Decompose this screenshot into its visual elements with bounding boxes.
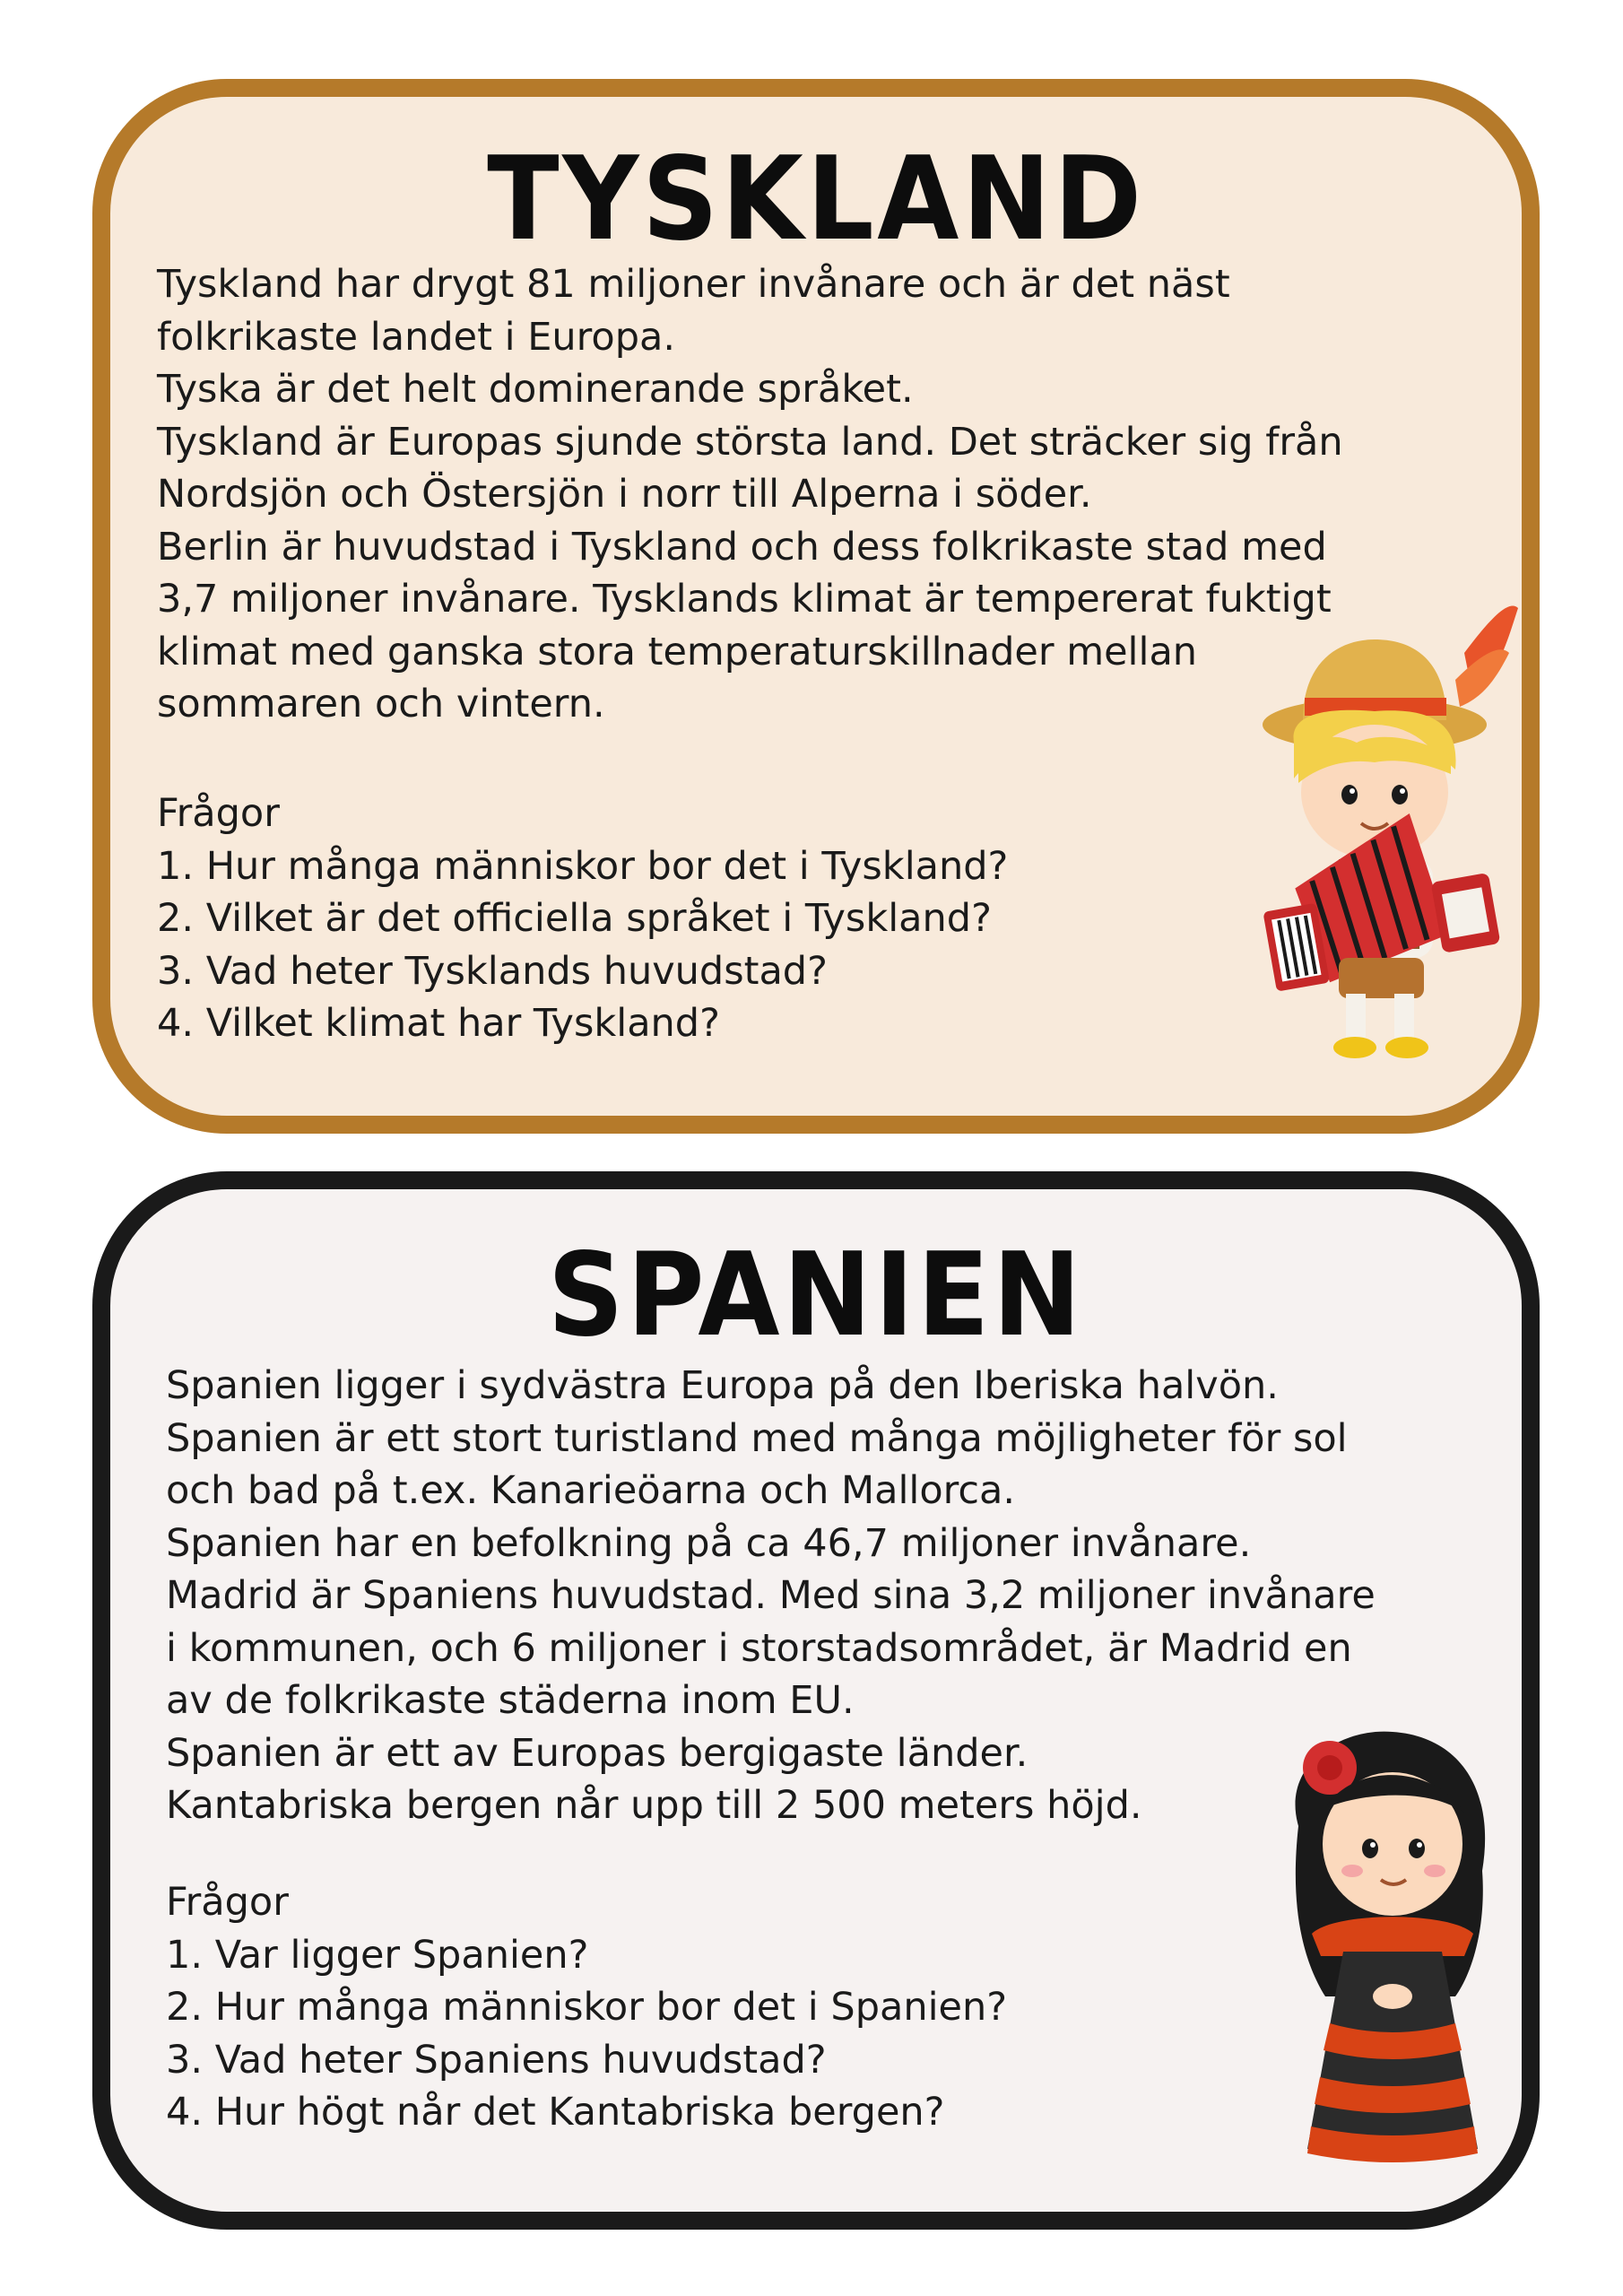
flamenco-girl-icon <box>1263 1727 1514 2176</box>
question-item: 2. Vilket är det officiella språket i Tyskland? <box>157 896 992 941</box>
question-item: 3. Vad heter Tysklands huvudstad? <box>157 948 828 994</box>
question-item: 1. Hur många människor bor det i Tyskland? <box>157 843 1009 889</box>
germany-title: TYSKLAND <box>487 133 1145 266</box>
spain-card <box>92 1171 1540 2230</box>
germany-card <box>92 79 1540 1134</box>
germany-body-text: Tyskland har drygt 81 miljoner invånare och är det näst folkrikaste landet i Europa. Tyska är det helt dominerande språket. Tyskland är Europas sjunde största land. Det sträcker sig från Nordsjön och Östersjön i norr till Alperna i söder. Berlin är huvudstad i Tyskland och dess folkrikaste stad med 3,7 miljoner invånare. Tysklands klimat är tempererat fuktigt klimat med ganska stora temperaturskillnader mellan sommaren och vintern. <box>157 262 1343 726</box>
boy-with-accordion-icon <box>1240 599 1536 1083</box>
question-item: 3. Vad heter Spaniens huvudstad? <box>166 2037 827 2083</box>
question-item: 4. Vilket klimat har Tyskland? <box>157 1001 720 1046</box>
germany-questions <box>157 787 1008 1050</box>
questions-heading: Frågor <box>157 791 280 836</box>
question-item: 4. Hur högt når det Kantabriska bergen? <box>166 2090 945 2135</box>
spain-title: SPANIEN <box>547 1229 1085 1362</box>
spain-questions <box>166 1876 1007 2139</box>
spain-body-text: Spanien ligger i sydvästra Europa på den Iberiska halvön. Spanien är ett stort turistland med många möjligheter för sol och bad på t.ex. Kanarieöarna och Mallorca. Spanien har en befolkning på ca 46,7 miljoner invånare. Madrid är Spaniens huvudstad. Med sina 3,2 miljoner invånare i kommunen, och 6 miljoner i storstadsområdet, är Madrid en av de folkrikaste städerna inom EU. Spanien är ett av Europas bergigaste länder. Kantabriska bergen når upp till 2 500 meters höjd. <box>166 1363 1376 1828</box>
question-item: 2. Hur många människor bor det i Spanien? <box>166 1985 1008 2030</box>
question-item: 1. Var ligger Spanien? <box>166 1932 589 1978</box>
questions-heading: Frågor <box>166 1880 289 1925</box>
